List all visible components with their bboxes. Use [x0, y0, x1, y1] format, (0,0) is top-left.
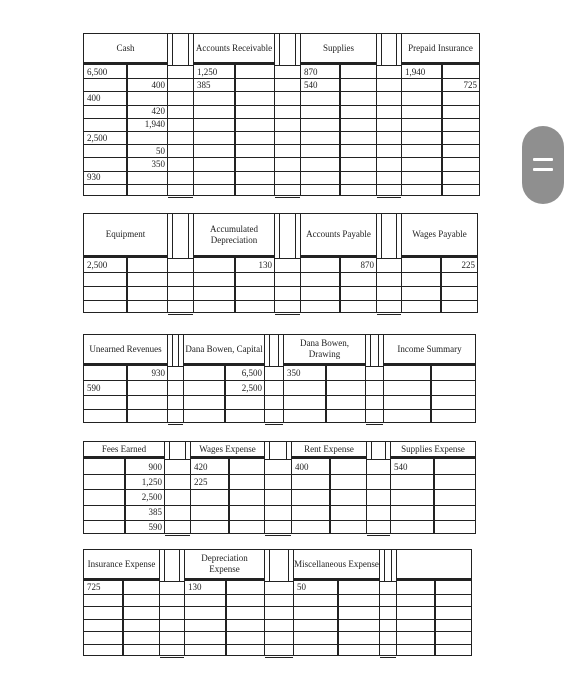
debit-entry: 930	[87, 172, 101, 183]
account-grid	[300, 257, 377, 313]
spacer-column	[265, 441, 291, 534]
account-title	[401, 33, 480, 64]
debit-entry: 540	[304, 79, 318, 90]
debit-entry: 225	[194, 476, 208, 487]
grid-rule	[265, 581, 293, 582]
account-title	[193, 33, 275, 64]
grid-rule	[377, 65, 401, 66]
account-title	[83, 334, 168, 365]
spacer-column	[377, 213, 401, 313]
grid-rule	[377, 314, 401, 315]
t-account-income-summary	[383, 334, 476, 423]
grid-rule	[367, 505, 390, 506]
debit-entry: 50	[297, 582, 306, 593]
account-grid	[396, 580, 472, 656]
account-title-text: Insurance Expense	[87, 558, 156, 569]
grid-rule	[265, 644, 293, 645]
spacer-column	[380, 549, 396, 656]
grid-rule	[367, 459, 390, 460]
account-title	[293, 549, 380, 580]
credit-entry: 1,940	[144, 119, 165, 130]
spacer-column	[165, 441, 190, 534]
t-divider	[339, 258, 341, 312]
spacer-box	[269, 442, 287, 459]
spacer-column	[168, 213, 193, 313]
account-title-text: Depreciation Expense	[201, 553, 248, 574]
account-title	[300, 33, 377, 64]
spacer-column	[367, 441, 390, 534]
grid-rule	[377, 258, 401, 259]
grid-rule	[160, 581, 184, 582]
account-title	[283, 334, 366, 365]
grid-rule	[265, 366, 283, 367]
credit-entry: 930	[151, 368, 165, 379]
account-title	[383, 334, 476, 365]
credit-entry: 6,500	[241, 368, 262, 379]
account-title-text: Wages Payable	[412, 229, 467, 239]
account-grid	[190, 458, 265, 534]
spacer-column	[168, 334, 183, 423]
drag-handle[interactable]	[522, 126, 564, 204]
debit-entry: 1,250	[197, 66, 218, 77]
debit-entry: 2,500	[87, 132, 108, 143]
account-title-text: Unearned Revenues	[89, 343, 162, 354]
grid-rule	[377, 184, 401, 185]
spacer-box	[169, 442, 186, 459]
credit-entry: 50	[156, 145, 165, 156]
spacer-column	[366, 334, 383, 423]
grid-rule	[377, 118, 401, 119]
grid-rule	[366, 395, 383, 396]
grid-rule	[168, 78, 193, 79]
account-title-text: Dana Bowen, Capital	[185, 343, 263, 354]
grid-rule	[168, 157, 193, 158]
debit-entry: 400	[87, 93, 101, 103]
grid-rule	[168, 184, 193, 185]
account-grid	[383, 365, 476, 423]
account-title	[83, 33, 168, 64]
grid-rule	[168, 131, 193, 132]
account-title-text: Supplies	[322, 42, 354, 53]
account-grid	[300, 64, 377, 196]
t-divider	[337, 581, 339, 655]
t-divider	[126, 65, 128, 195]
grid-rule	[168, 258, 193, 259]
t-account-supplies-expense	[390, 441, 476, 534]
t-divider	[228, 459, 230, 533]
grid-rule	[275, 286, 300, 287]
t-account-supplies	[300, 33, 377, 196]
account-title-text: Prepaid Insurance	[408, 42, 473, 53]
t-account-wages-expense	[190, 441, 265, 534]
spacer-column	[275, 33, 300, 196]
debit-entry: 130	[188, 582, 202, 593]
account-grid	[193, 257, 275, 313]
grid-rule	[265, 505, 291, 506]
spacer-column	[265, 334, 283, 423]
grid-rule	[377, 105, 401, 106]
grid-rule	[168, 272, 193, 273]
account-grid	[283, 365, 366, 423]
account-grid	[291, 458, 367, 534]
account-title-text: Supplies Expense	[401, 443, 465, 454]
credit-entry: 350	[151, 159, 165, 169]
t-divider	[225, 581, 227, 655]
grid-rule	[265, 619, 293, 620]
account-title-text: Equipment	[105, 229, 146, 239]
t-account-cash	[83, 33, 168, 196]
grid-rule	[380, 657, 396, 658]
account-title-text: Rent Expense	[304, 443, 354, 454]
credit-entry: 590	[148, 522, 162, 533]
account-grid	[83, 365, 168, 423]
credit-entry: 870	[360, 260, 374, 270]
account-title	[190, 441, 265, 458]
t-account-dana-bowen-capital	[183, 334, 265, 423]
t-account-prepaid-insurance	[401, 33, 480, 196]
spacer-box	[269, 335, 279, 366]
account-grid	[293, 580, 380, 656]
grid-rule	[275, 300, 300, 301]
debit-entry: 420	[194, 461, 208, 472]
t-account-accumulated-depreciation	[193, 213, 275, 313]
account-grid	[184, 580, 265, 656]
account-grid	[401, 257, 478, 313]
t-account-dana-bowen-drawing	[283, 334, 366, 423]
t-divider	[234, 65, 236, 195]
t-account-blank-account	[396, 549, 472, 656]
grid-rule	[265, 657, 293, 658]
credit-entry: 2,500	[141, 492, 162, 502]
account-grid	[83, 257, 168, 313]
grid-rule	[265, 409, 283, 410]
account-title	[83, 213, 168, 257]
grid-rule	[265, 535, 291, 536]
t-divider	[433, 459, 435, 533]
spacer-column	[377, 33, 401, 196]
account-grid	[83, 580, 160, 656]
spacer-column	[160, 549, 184, 656]
account-title-text: Accounts Receivable	[195, 42, 273, 53]
spacer-box	[381, 34, 397, 65]
t-divider	[126, 366, 128, 422]
credit-entry: 420	[151, 106, 165, 117]
grid-rule	[275, 131, 300, 132]
grid-rule	[380, 619, 396, 620]
credit-entry: 1,250	[141, 476, 162, 487]
grid-rule	[275, 157, 300, 158]
account-title-text: Accumulated Depreciation	[210, 223, 258, 245]
t-account-rent-expense	[291, 441, 367, 534]
account-title-text: Miscellaneous Expense	[294, 558, 379, 569]
t-divider	[339, 65, 341, 195]
grid-rule	[377, 286, 401, 287]
grid-rule	[165, 505, 190, 506]
grid-rule	[168, 118, 193, 119]
account-title-text: Fees Earned	[101, 443, 147, 454]
account-title	[183, 334, 265, 365]
grid-rule	[377, 157, 401, 158]
grid-rule	[377, 78, 401, 79]
t-account-accounts-receivable	[193, 33, 275, 196]
grid-rule	[380, 644, 396, 645]
t-account-unearned-revenues	[83, 334, 168, 423]
grid-rule	[165, 489, 190, 490]
grid-rule	[165, 459, 190, 460]
grid-rule	[160, 594, 184, 595]
grid-rule	[160, 606, 184, 607]
grid-rule	[265, 424, 283, 425]
spacer-box	[172, 335, 179, 366]
grid-rule	[265, 380, 283, 381]
grid-rule	[265, 395, 283, 396]
spacer-column	[168, 33, 193, 196]
grid-rule	[366, 409, 383, 410]
grid-rule	[165, 520, 190, 521]
grid-rule	[168, 65, 193, 66]
grid-rule	[366, 424, 383, 425]
grid-rule	[275, 144, 300, 145]
t-divider	[430, 366, 432, 422]
grid-rule	[275, 258, 300, 259]
account-title	[83, 549, 160, 580]
grid-rule	[377, 300, 401, 301]
grid-rule	[275, 65, 300, 66]
debit-entry: 590	[87, 382, 101, 393]
spacer-box	[172, 214, 189, 258]
t-account-accounts-payable	[300, 213, 377, 313]
grid-rule	[377, 131, 401, 132]
account-title	[396, 549, 472, 580]
grid-rule	[168, 286, 193, 287]
account-title	[390, 441, 476, 458]
grid-rule	[275, 272, 300, 273]
account-title	[193, 213, 275, 257]
grid-rule	[275, 314, 300, 315]
debit-entry: 350	[287, 368, 301, 379]
account-title	[401, 213, 478, 257]
grid-rule	[168, 144, 193, 145]
credit-entry: 2,500	[241, 382, 262, 393]
t-divider	[434, 581, 436, 655]
spacer-box	[279, 34, 296, 65]
t-account-fees-earned	[83, 441, 165, 534]
grid-rule	[367, 520, 390, 521]
account-grid	[183, 365, 265, 423]
grid-rule	[265, 474, 291, 475]
t-divider	[329, 459, 331, 533]
t-account-insurance-expense	[83, 549, 160, 656]
t-divider	[122, 581, 124, 655]
debit-entry: 540	[394, 461, 408, 472]
debit-entry: 400	[295, 461, 309, 472]
t-account-miscellaneous-expense	[293, 549, 380, 656]
debit-entry: 870	[304, 66, 318, 77]
account-title	[291, 441, 367, 458]
grid-rule	[168, 91, 193, 92]
grid-rule	[366, 380, 383, 381]
spacer-column	[265, 549, 293, 656]
account-grid	[83, 64, 168, 196]
spacer-box	[381, 214, 397, 258]
grid-rule	[160, 657, 184, 658]
grid-rule	[168, 300, 193, 301]
spacer-box	[370, 335, 379, 366]
grid-rule	[377, 144, 401, 145]
grid-rule	[168, 409, 183, 410]
debit-entry: 2,500	[87, 260, 108, 270]
grid-rule	[168, 366, 183, 367]
t-divider	[234, 258, 236, 312]
spacer-box	[269, 550, 289, 581]
account-title-text: Income Summary	[397, 343, 462, 354]
grid-rule	[168, 171, 193, 172]
t-divider	[224, 366, 226, 422]
credit-entry: 385	[148, 507, 162, 518]
grid-rule	[377, 197, 401, 198]
account-grid	[83, 458, 165, 534]
grid-rule	[165, 474, 190, 475]
grid-rule	[275, 78, 300, 79]
t-account-equipment	[83, 213, 168, 313]
account-title-text: Dana Bowen, Drawing	[300, 338, 349, 359]
grid-rule	[377, 272, 401, 273]
t-divider	[441, 65, 443, 195]
grid-rule	[165, 535, 190, 536]
debit-entry: 385	[197, 79, 211, 90]
grid-rule	[275, 184, 300, 185]
credit-entry: 400	[151, 79, 165, 90]
grid-rule	[265, 459, 291, 460]
grid-rule	[275, 105, 300, 106]
account-title	[300, 213, 377, 257]
credit-entry: 225	[461, 260, 475, 270]
account-grid	[401, 64, 480, 196]
account-grid	[390, 458, 476, 534]
grid-rule	[380, 594, 396, 595]
grid-rule	[377, 171, 401, 172]
grid-rule	[160, 631, 184, 632]
spacer-box	[164, 550, 180, 581]
grid-rule	[275, 91, 300, 92]
grid-rule	[367, 474, 390, 475]
spacer-box	[279, 214, 296, 258]
grid-rule	[168, 380, 183, 381]
debit-entry: 725	[87, 582, 101, 593]
account-title-text: Cash	[116, 42, 135, 53]
t-account-depreciation-expense	[184, 549, 265, 656]
grid-rule	[265, 489, 291, 490]
grid-rule	[367, 489, 390, 490]
t-divider	[325, 366, 327, 422]
debit-entry: 1,940	[405, 66, 426, 77]
grid-rule	[160, 644, 184, 645]
account-title-text: Accounts Payable	[306, 229, 371, 239]
t-divider	[440, 258, 442, 312]
grid-rule	[275, 171, 300, 172]
grid-rule	[160, 619, 184, 620]
credit-entry: 130	[258, 260, 272, 270]
grid-rule	[168, 395, 183, 396]
debit-entry: 6,500	[87, 66, 108, 77]
grid-rule	[275, 118, 300, 119]
grid-rule	[265, 594, 293, 595]
grid-rule	[380, 581, 396, 582]
account-title	[83, 441, 165, 458]
t-divider	[124, 459, 126, 533]
account-grid	[193, 64, 275, 196]
credit-entry: 725	[463, 79, 477, 90]
spacer-column	[275, 213, 300, 313]
grid-rule	[168, 424, 183, 425]
grid-rule	[380, 606, 396, 607]
grid-rule	[265, 520, 291, 521]
t-divider	[126, 258, 128, 312]
t-account-wages-payable	[401, 213, 478, 313]
grid-rule	[265, 606, 293, 607]
grid-rule	[275, 197, 300, 198]
account-title	[184, 549, 265, 580]
grid-rule	[366, 366, 383, 367]
spacer-box	[384, 550, 392, 581]
spacer-box	[172, 34, 189, 65]
grid-rule	[168, 105, 193, 106]
grid-rule	[380, 631, 396, 632]
credit-entry: 900	[148, 461, 162, 472]
account-title-text: Wages Expense	[199, 443, 256, 454]
grid-rule	[377, 91, 401, 92]
grid-rule	[168, 197, 193, 198]
grid-rule	[367, 535, 390, 536]
spacer-box	[371, 442, 386, 459]
grid-rule	[168, 314, 193, 315]
grid-rule	[265, 631, 293, 632]
